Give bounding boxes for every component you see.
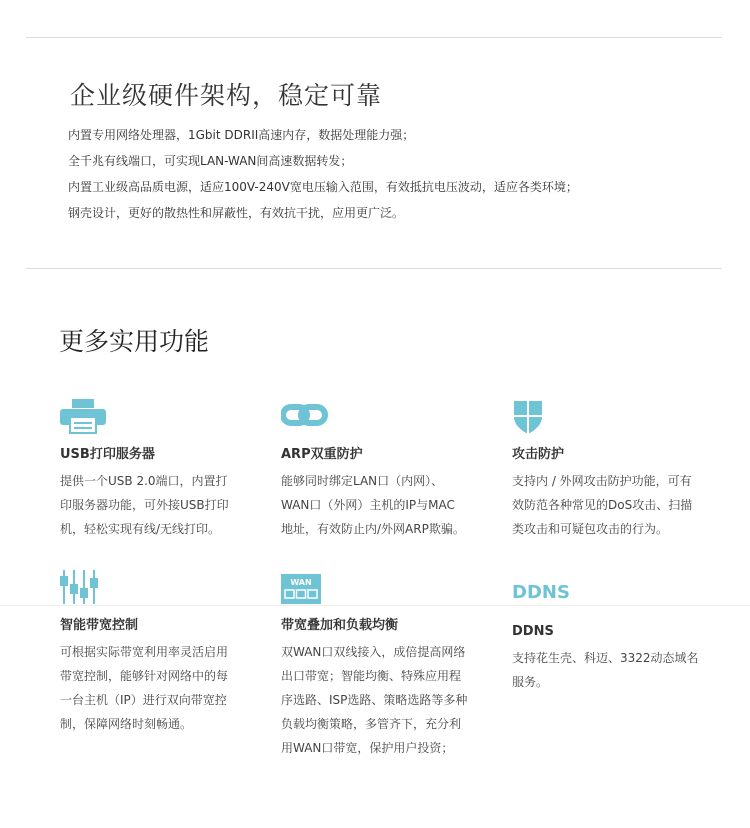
feature-desc [512, 469, 712, 541]
feature-desc-line: 类攻击和可疑包攻击的行为。 [512, 522, 669, 536]
feature-desc-line: 地址，有效防止内/外网ARP欺骗。 [281, 522, 465, 536]
hardware-line: 全千兆有线端口，可实现LAN-WAN间高速数据转发； [68, 154, 353, 168]
feature-desc-line: 支持花生壳、科迈、3322动态域名 [512, 651, 699, 665]
section-divider [26, 268, 722, 269]
feature-title: 攻击防护 [512, 447, 565, 462]
feature-desc-line: 出口带宽；智能均衡、特殊应用程 [281, 669, 462, 683]
feature-desc-line: 能够同时绑定LAN口（内网）、 [281, 474, 444, 488]
feature-desc-line: 机，轻松实现有线/无线打印。 [60, 522, 221, 536]
feature-desc [281, 640, 481, 760]
feature-bandwidth-control [60, 568, 260, 736]
hardware-list [68, 122, 578, 226]
feature-desc-line: 制，保障网络时刻畅通。 [60, 717, 193, 731]
feature-desc-line: 服务。 [512, 675, 549, 689]
feature-title: 智能带宽控制 [60, 618, 139, 633]
feature-desc [512, 646, 712, 694]
features-heading: 更多实用功能 [59, 327, 210, 356]
hardware-line: 钢壳设计，更好的散热性和屏蔽性，有效抗干扰，应用更广泛。 [68, 206, 405, 220]
hardware-line: 内置工业级高品质电源，适应100V-240V宽电压输入范围，有效抵抗电压波动，适应各类环境； [68, 180, 578, 194]
feature-load-balancing [281, 568, 481, 760]
feature-desc-line: 效防范各种常见的DoS攻击、扫描 [512, 498, 693, 512]
feature-desc-line: 带宽控制，能够针对网络中的每 [60, 669, 229, 683]
feature-desc [281, 469, 481, 541]
ddns-logo-icon: DDNS [512, 582, 570, 603]
feature-desc-line: 印服务器功能，可外接USB打印 [60, 498, 229, 512]
feature-usb-print [60, 397, 260, 541]
feature-attack-protection [512, 397, 712, 541]
hardware-heading: 企业级硬件架构，稳定可靠 [70, 81, 383, 110]
feature-title: USB打印服务器 [60, 447, 155, 462]
feature-desc-line: 负载均衡策略，多管齐下，充分利 [281, 717, 462, 731]
feature-title: DDNS [512, 624, 554, 639]
feature-desc [60, 469, 260, 541]
feature-desc-line: 用WAN口带宽，保护用户投资； [281, 741, 454, 755]
feature-ddns [512, 568, 712, 694]
chain-link-icon [281, 397, 481, 435]
equalizer-icon [60, 568, 260, 606]
feature-desc-line: 提供一个USB 2.0端口，内置打 [60, 474, 228, 488]
printer-icon [60, 397, 260, 435]
feature-title: ARP双重防护 [281, 447, 363, 462]
feature-desc-line: 支持内 / 外网攻击防护功能，可有 [512, 474, 692, 488]
wan-icon-label: WAN [290, 578, 312, 587]
feature-desc-line: 可根据实际带宽利用率灵活启用 [60, 645, 229, 659]
feature-desc-line: 双WAN口双线接入，成倍提高网络 [281, 645, 466, 659]
feature-desc-line: WAN口（外网）主机的IP与MAC [281, 498, 455, 512]
shield-icon [512, 397, 712, 435]
feature-desc [60, 640, 260, 736]
top-divider [26, 37, 722, 38]
feature-title: 带宽叠加和负载均衡 [281, 618, 399, 633]
feature-arp [281, 397, 481, 541]
feature-desc-line: 序选路、ISP选路、策略选路等多种 [281, 693, 468, 707]
wan-ports-icon [281, 568, 481, 606]
feature-desc-line: 一台主机（IP）进行双向带宽控 [60, 693, 227, 707]
hardware-line: 内置专用网络处理器，1Gbit DDRII高速内存，数据处理能力强； [68, 128, 415, 142]
